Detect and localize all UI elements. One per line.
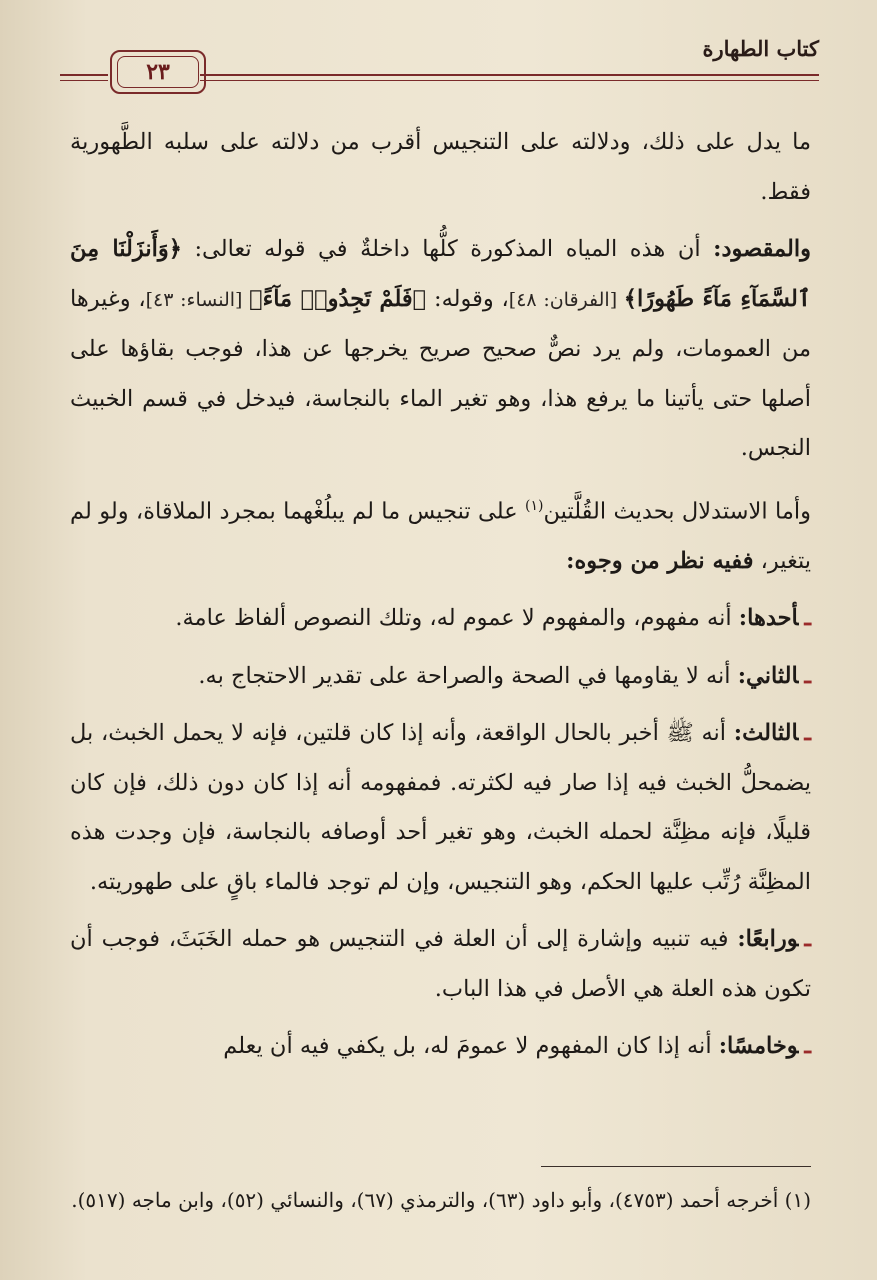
point-3-lead: الثالث: — [733, 720, 799, 746]
paragraph-2-text-b: ، وقوله: — [426, 285, 509, 312]
point-3-dash: ـ — [804, 720, 811, 746]
point-2 — [70, 652, 811, 702]
paragraph-3-text-a: وأما الاستدلال بحديث القُلَّتين — [543, 498, 811, 524]
page-number-frame — [110, 50, 206, 94]
paragraph-3-bold: ففيه نظر من وجوه: — [566, 547, 754, 574]
paragraph-3 — [70, 482, 811, 587]
header-rule-bottom — [200, 80, 819, 81]
paragraph-1 — [70, 118, 811, 217]
point-4-lead: ورابعًا: — [737, 926, 799, 952]
point-1 — [70, 594, 811, 644]
point-5-text: أنه إذا كان المفهوم لا عمومَ له، بل يكفي فيه أن يعلم — [223, 1033, 719, 1059]
point-4 — [70, 915, 811, 1014]
paragraph-1-text: ما يدل على ذلك، ودلالته على التنجيس أقرب من دلالته على سلبه الطَّهورية فقط. — [70, 129, 811, 205]
footnote-marker: (١) — [525, 497, 544, 514]
paragraph-2-lead: والمقصود: — [713, 236, 811, 262]
header-rule-left-top — [60, 74, 108, 76]
header-rule-left-bottom — [60, 80, 108, 81]
point-3 — [70, 709, 811, 907]
verse-1-reference: [الفرقان: ٤٨] — [508, 288, 624, 311]
paragraph-2 — [70, 225, 811, 474]
header-rule-top — [200, 74, 819, 76]
point-1-lead: أحدها: — [738, 605, 799, 631]
point-5-dash: ـ — [804, 1033, 811, 1059]
point-1-text: أنه مفهوم، والمفهوم لا عموم له، وتلك النصوص ألفاظ عامة. — [175, 605, 739, 631]
point-5-lead: وخامسًا: — [718, 1033, 799, 1059]
point-4-text: فيه تنبيه وإشارة إلى أن العلة في التنجيس هو حمله الخَبَثَ، فوجب أن تكون هذه العلة هي الأصل في هذا الباب. — [70, 926, 811, 1002]
point-2-text: أنه لا يقاومها في الصحة والصراحة على تقدير الاحتجاج به. — [198, 662, 738, 689]
paragraph-2-text-c: ، وغيرها من العمومات، ولم يرد نصٌّ صحيح صريح يخرجها عن هذا، فوجب بقاؤها على أصلها حتى يأتينا ما يرفع هذا، وهو تغير الماء بالنجاسة، فيدخل في قسم الخبيث النجس. — [70, 285, 811, 461]
quran-verse-1: ﴿وَأَنزَلْنَا مِنَ ٱلسَّمَآءِ مَآءً طَهُورًا﴾ — [70, 236, 811, 312]
footnote-separator — [541, 1166, 811, 1167]
paragraph-3-text-b: على تنجيس ما لم يبلُغْهما بمجرد الملاقاة، ولو لم يتغير، — [70, 498, 811, 574]
point-1-dash: ـ — [804, 605, 811, 631]
verse-2-reference: [النساء: ٤٣] — [145, 288, 250, 311]
point-2-lead: الثاني: — [737, 662, 799, 689]
point-3-text: أنه ﷺ أخبر بالحال الواقعة، وأنه إذا كان قلتين، فإنه لا يحمل الخبث، بل يضمحلُّ الخبث فيه إذا صار فيه لكثرته. فمفهومه أنه إذا كان دون ذلك، فإن كان قليلًا، فإنه مظِنَّة لحمله الخبث، وهو تغير أحد أوصافه بالنجاسة، فإن وجدت هذه المظِنَّة رُتِّب عليها الحكم، وهو التنجيس، وإن لم توجد فالماء باقٍ على طهوريته. — [70, 720, 811, 895]
book-title: كتاب الطهارة — [702, 36, 819, 61]
footnote-number: (١) — [784, 1188, 811, 1212]
footnote — [70, 1180, 811, 1220]
page-number: ٢٣ — [117, 56, 199, 88]
point-5 — [70, 1022, 811, 1072]
paragraph-2-text-a: أن هذه المياه المذكورة كلُّها داخلةٌ في قوله تعالى: — [181, 236, 714, 262]
main-text — [70, 118, 811, 1080]
page-header — [60, 30, 819, 100]
quran-verse-2: ﴿فَلَمْ تَجِدُوا۟ مَآءً﴾ — [249, 285, 427, 312]
point-2-dash: ـ — [804, 662, 811, 689]
footnote-text: أخرجه أحمد (٤٧٥٣)، وأبو داود (٦٣)، والترمذي (٦٧)، والنسائي (٥٢)، وابن ماجه (٥١٧). — [71, 1188, 785, 1212]
point-4-dash: ـ — [804, 926, 811, 952]
